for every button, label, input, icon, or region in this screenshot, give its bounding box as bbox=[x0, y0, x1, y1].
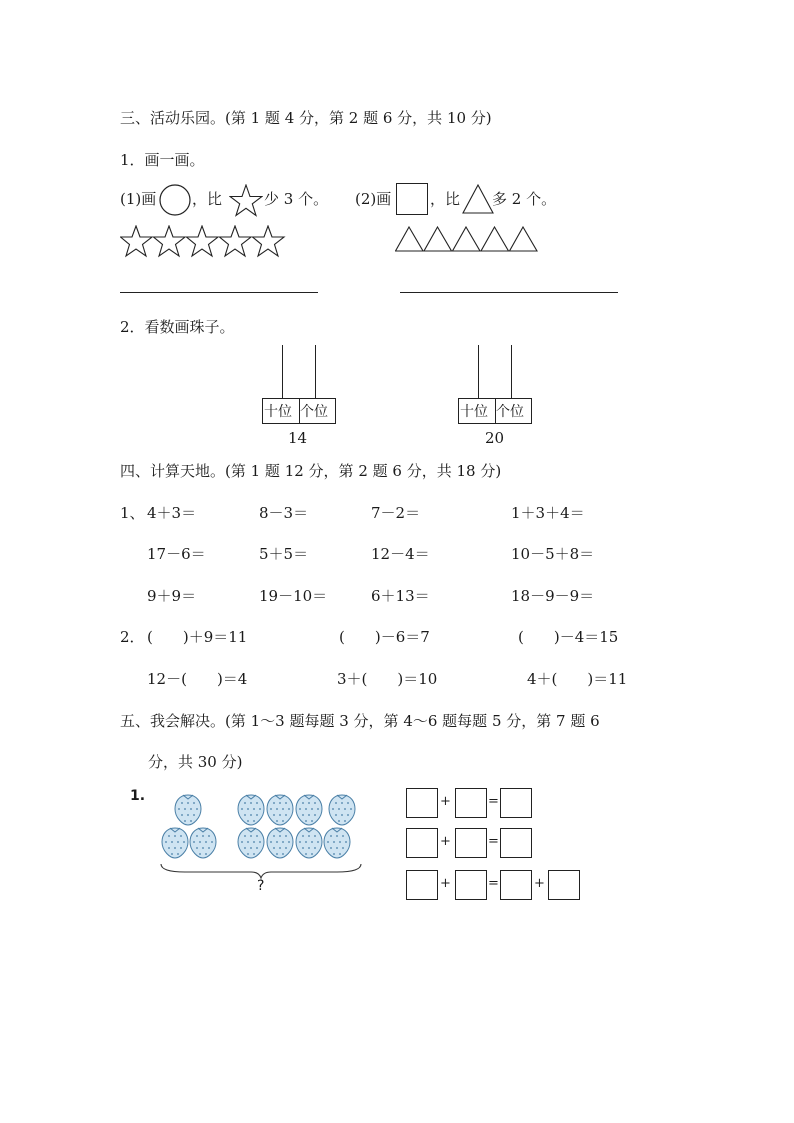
strawberry-icon bbox=[324, 828, 350, 858]
triangle-icon bbox=[462, 184, 494, 214]
abacus-rod-tens[interactable] bbox=[478, 345, 479, 398]
strawberry-icon bbox=[190, 828, 216, 858]
strawberry-icon bbox=[238, 795, 264, 825]
strawberry-icon bbox=[267, 795, 293, 825]
fill-in-equation[interactable]: 4＋( )＝11 bbox=[527, 670, 628, 688]
abacus-number: 14 bbox=[288, 429, 308, 447]
equation[interactable]: 8－3＝ bbox=[259, 504, 309, 522]
star-row bbox=[120, 225, 286, 259]
equation[interactable]: 4＋3＝ bbox=[147, 504, 197, 522]
section5-title-cont: 分，共 30 分) bbox=[148, 753, 243, 771]
triangle-icon bbox=[424, 227, 452, 251]
circle-icon bbox=[159, 184, 191, 216]
star-icon bbox=[220, 226, 252, 256]
triangle-icon bbox=[510, 227, 538, 251]
equation[interactable]: 10－5＋8＝ bbox=[511, 545, 595, 563]
plus-sign: + bbox=[534, 876, 545, 891]
ones-label: 个位 bbox=[300, 404, 328, 420]
triangle-icon bbox=[453, 227, 481, 251]
plus-sign: + bbox=[440, 794, 451, 809]
answer-box[interactable] bbox=[500, 870, 532, 900]
equation[interactable]: 1＋3＋4＝ bbox=[511, 504, 585, 522]
question-mark: ? bbox=[257, 878, 265, 894]
tens-label: 十位 bbox=[264, 404, 292, 420]
strawberry-icon bbox=[238, 828, 264, 858]
abacus-number: 20 bbox=[485, 429, 505, 447]
abacus-rod-tens[interactable] bbox=[282, 345, 283, 398]
section4-title: 四、计算天地。(第 1 题 12 分，第 2 题 6 分，共 18 分) bbox=[120, 462, 502, 480]
answer-box[interactable] bbox=[455, 828, 487, 858]
section5-q1-label: 1. bbox=[130, 788, 146, 804]
answer-box[interactable] bbox=[548, 870, 580, 900]
star-icon bbox=[253, 226, 285, 256]
star-icon bbox=[187, 226, 219, 256]
part2-compare: ，比 bbox=[430, 190, 461, 208]
equals-sign: = bbox=[488, 794, 499, 809]
equation[interactable]: 19－10＝ bbox=[259, 587, 328, 605]
strawberry-icon bbox=[329, 795, 355, 825]
star-icon bbox=[229, 184, 263, 217]
section3-title: 三、活动乐园。(第 1 题 4 分，第 2 题 6 分，共 10 分) bbox=[120, 109, 492, 127]
strawberry-icon bbox=[162, 828, 188, 858]
section3-q1-label: 1．画一画。 bbox=[120, 151, 205, 169]
triangle-icon bbox=[396, 227, 424, 251]
answer-line[interactable] bbox=[120, 292, 318, 293]
plus-sign: + bbox=[440, 876, 451, 891]
part2-prefix: (2)画 bbox=[355, 190, 392, 208]
triangle-icon bbox=[481, 227, 509, 251]
equation[interactable]: 17－6＝ bbox=[147, 545, 206, 563]
strawberry-icon bbox=[267, 828, 293, 858]
section5-title: 五、我会解决。(第 1～3 题每题 3 分，第 4～6 题每题 5 分，第 7 题 6 bbox=[120, 712, 600, 730]
answer-box[interactable] bbox=[455, 870, 487, 900]
equation[interactable]: 7－2＝ bbox=[371, 504, 421, 522]
answer-box[interactable] bbox=[500, 788, 532, 818]
fill-in-equation[interactable]: 3＋( )＝10 bbox=[337, 670, 438, 688]
equals-sign: = bbox=[488, 876, 499, 891]
section3-q2-label: 2．看数画珠子。 bbox=[120, 318, 235, 336]
answer-line[interactable] bbox=[400, 292, 618, 293]
plus-sign: + bbox=[440, 834, 451, 849]
tens-label: 十位 bbox=[460, 404, 488, 420]
abacus-rod-ones[interactable] bbox=[315, 345, 316, 398]
section4-q2-label: 2． bbox=[120, 628, 145, 646]
triangle-row bbox=[395, 226, 540, 253]
equation[interactable]: 18－9－9＝ bbox=[511, 587, 595, 605]
fill-in-equation[interactable]: ( )＋9＝11 bbox=[147, 628, 248, 646]
part1-compare: ，比 bbox=[192, 190, 223, 208]
fill-in-equation[interactable]: ( )－6＝7 bbox=[339, 628, 430, 646]
ones-label: 个位 bbox=[496, 404, 524, 420]
brace bbox=[161, 864, 361, 878]
star-icon bbox=[121, 226, 153, 256]
answer-box[interactable] bbox=[406, 870, 438, 900]
answer-box[interactable] bbox=[406, 828, 438, 858]
part1-prefix: (1)画 bbox=[120, 190, 157, 208]
answer-box[interactable] bbox=[500, 828, 532, 858]
strawberry-icon bbox=[175, 795, 201, 825]
strawberry-icon bbox=[296, 795, 322, 825]
equals-sign: = bbox=[488, 834, 499, 849]
abacus-rod-ones[interactable] bbox=[511, 345, 512, 398]
section4-q1-label: 1、 bbox=[120, 504, 145, 522]
part2-suffix: 多 2 个。 bbox=[492, 190, 557, 208]
equation[interactable]: 9＋9＝ bbox=[147, 587, 197, 605]
part1-suffix: 少 3 个。 bbox=[264, 190, 329, 208]
fill-in-equation[interactable]: 12－( )＝4 bbox=[147, 670, 248, 688]
star-icon bbox=[154, 226, 186, 256]
strawberry-icon bbox=[296, 828, 322, 858]
square-icon bbox=[396, 183, 428, 215]
answer-box[interactable] bbox=[455, 788, 487, 818]
equation[interactable]: 5＋5＝ bbox=[259, 545, 309, 563]
equation[interactable]: 12－4＝ bbox=[371, 545, 430, 563]
fill-in-equation[interactable]: ( )－4＝15 bbox=[518, 628, 619, 646]
equation[interactable]: 6＋13＝ bbox=[371, 587, 430, 605]
answer-box[interactable] bbox=[406, 788, 438, 818]
